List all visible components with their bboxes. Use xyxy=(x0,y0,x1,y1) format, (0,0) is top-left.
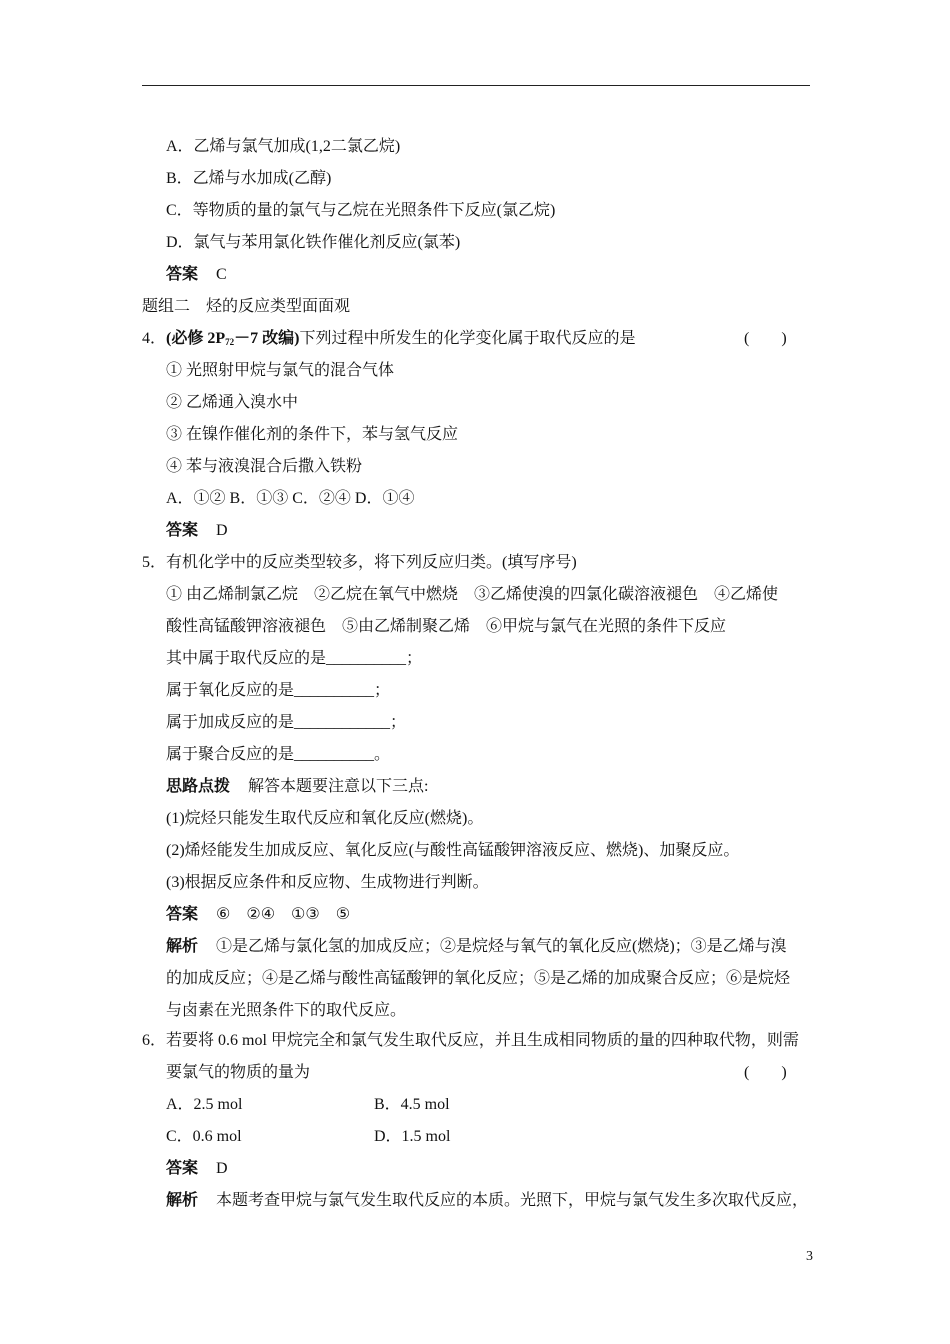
q3-option-a: A．乙烯与氯气加成(1,2二氯乙烷) xyxy=(166,138,401,155)
q5-hint-2: (2)烯烃能发生加成反应、氧化反应(与酸性高锰酸钾溶液反应、燃烧)、加聚反应。 xyxy=(166,842,740,859)
q3-option-c: C．等物质的量的氯气与乙烷在光照条件下反应(氯乙烷) xyxy=(166,202,556,219)
q5-hint-1: (1)烷烃只能发生取代反应和氧化反应(燃烧)。 xyxy=(166,810,484,827)
q6-option-d: D．1.5 mol xyxy=(374,1128,451,1145)
answer-value: D xyxy=(216,522,228,539)
q6-stem-line-2: 要氯气的物质的量为 xyxy=(166,1064,311,1081)
q3-option-d: D．氯气与苯用氯化铁作催化剂反应(氯苯) xyxy=(166,234,461,251)
q6-stem-line-1: 6．若要将 0.6 mol 甲烷完全和氯气发生取代反应，并且生成相同物质的量的四种取代物，则需 xyxy=(142,1032,799,1049)
q4-item-4: ④ 苯与液溴混合后撒入铁粉 xyxy=(166,458,363,475)
q4-options: A．①② B．①③ C．②④ D．①④ xyxy=(166,490,415,507)
q5-fill-addition: 属于加成反应的是____________； xyxy=(166,714,407,731)
q4-stem xyxy=(142,329,636,352)
q4-item-1: ① 光照射甲烷与氯气的混合气体 xyxy=(166,362,395,379)
q5-fill-oxidation: 属于氧化反应的是__________； xyxy=(166,682,391,699)
q6-option-a: A．2.5 mol xyxy=(166,1096,243,1113)
q4-answer-blank: ( ) xyxy=(744,330,787,347)
q5-analysis-line-3: 与卤素在光照条件下的取代反应。 xyxy=(166,1002,407,1019)
q5-analysis-line-1: 解析 ①是乙烯与氯化氢的加成反应；②是烷烃与氧气的氧化反应(燃烧)；③是乙烯与溴 xyxy=(166,938,787,955)
q6-analysis-line-1: 解析 本题考查甲烷与氯气发生取代反应的本质。光照下，甲烷与氯气发生多次取代反应， xyxy=(166,1192,809,1209)
q5-hint xyxy=(166,777,428,797)
group-title: 题组二 烃的反应类型面面观 xyxy=(142,298,351,315)
q5-fill-polymerization: 属于聚合反应的是__________。 xyxy=(166,746,391,763)
answer-value: C xyxy=(216,266,227,283)
q5-list-line-2: 酸性高锰酸钾溶液褪色 ⑤由乙烯制聚乙烯 ⑥甲烷与氯气在光照的条件下反应 xyxy=(166,618,727,635)
answer-label: 答案 xyxy=(166,522,199,539)
q4-source: (必修 $2P_{72}-7$ 改编) xyxy=(166,330,300,347)
q4-item-3: ③ 在镍作催化剂的条件下，苯与氢气反应 xyxy=(166,426,459,443)
q3-answer xyxy=(166,265,227,285)
q3-option-b: B．乙烯与水加成(乙醇) xyxy=(166,170,332,187)
q4-stem-text: 下列过程中所发生的化学变化属于取代反应的是 xyxy=(299,330,636,347)
q6-answer xyxy=(166,1159,228,1179)
analysis-label: 解析 xyxy=(166,938,199,955)
q5-list-line-1: ① 由乙烯制氯乙烷 ②乙烷在氧气中燃烧 ③乙烯使溴的四氯化碳溶液褪色 ④乙烯使 xyxy=(166,586,779,603)
hint-label: 思路点拨 xyxy=(166,778,231,795)
q5-stem: 5．有机化学中的反应类型较多，将下列反应归类。(填写序号) xyxy=(142,554,577,571)
q5-hint-3: (3)根据反应条件和反应物、生成物进行判断。 xyxy=(166,874,489,891)
q5-answer xyxy=(166,905,350,925)
q5-fill-substitution: 其中属于取代反应的是__________； xyxy=(166,650,423,667)
q4-item-2: ② 乙烯通入溴水中 xyxy=(166,394,299,411)
analysis-label: 解析 xyxy=(166,1192,199,1209)
q6-option-c: C．0.6 mol xyxy=(166,1128,242,1145)
q6-answer-blank: ( ) xyxy=(744,1064,787,1081)
header-rule xyxy=(142,85,810,86)
q6-option-b: B．4.5 mol xyxy=(374,1096,450,1113)
q5-analysis-line-2: 的加成反应；④是乙烯与酸性高锰酸钾的氧化反应；⑤是乙烯的加成聚合反应；⑥是烷烃 xyxy=(166,970,791,987)
page-number: 3 xyxy=(806,1249,813,1264)
answer-label: 答案 xyxy=(166,906,199,923)
answer-value: D xyxy=(216,1160,228,1177)
answer-value: ⑥ ②④ ①③ ⑤ xyxy=(216,906,351,923)
hint-text: 解答本题要注意以下三点: xyxy=(248,778,429,795)
answer-label: 答案 xyxy=(166,1160,199,1177)
q4-number: 4． xyxy=(142,330,167,347)
answer-label: 答案 xyxy=(166,266,199,283)
q4-answer xyxy=(166,521,228,541)
